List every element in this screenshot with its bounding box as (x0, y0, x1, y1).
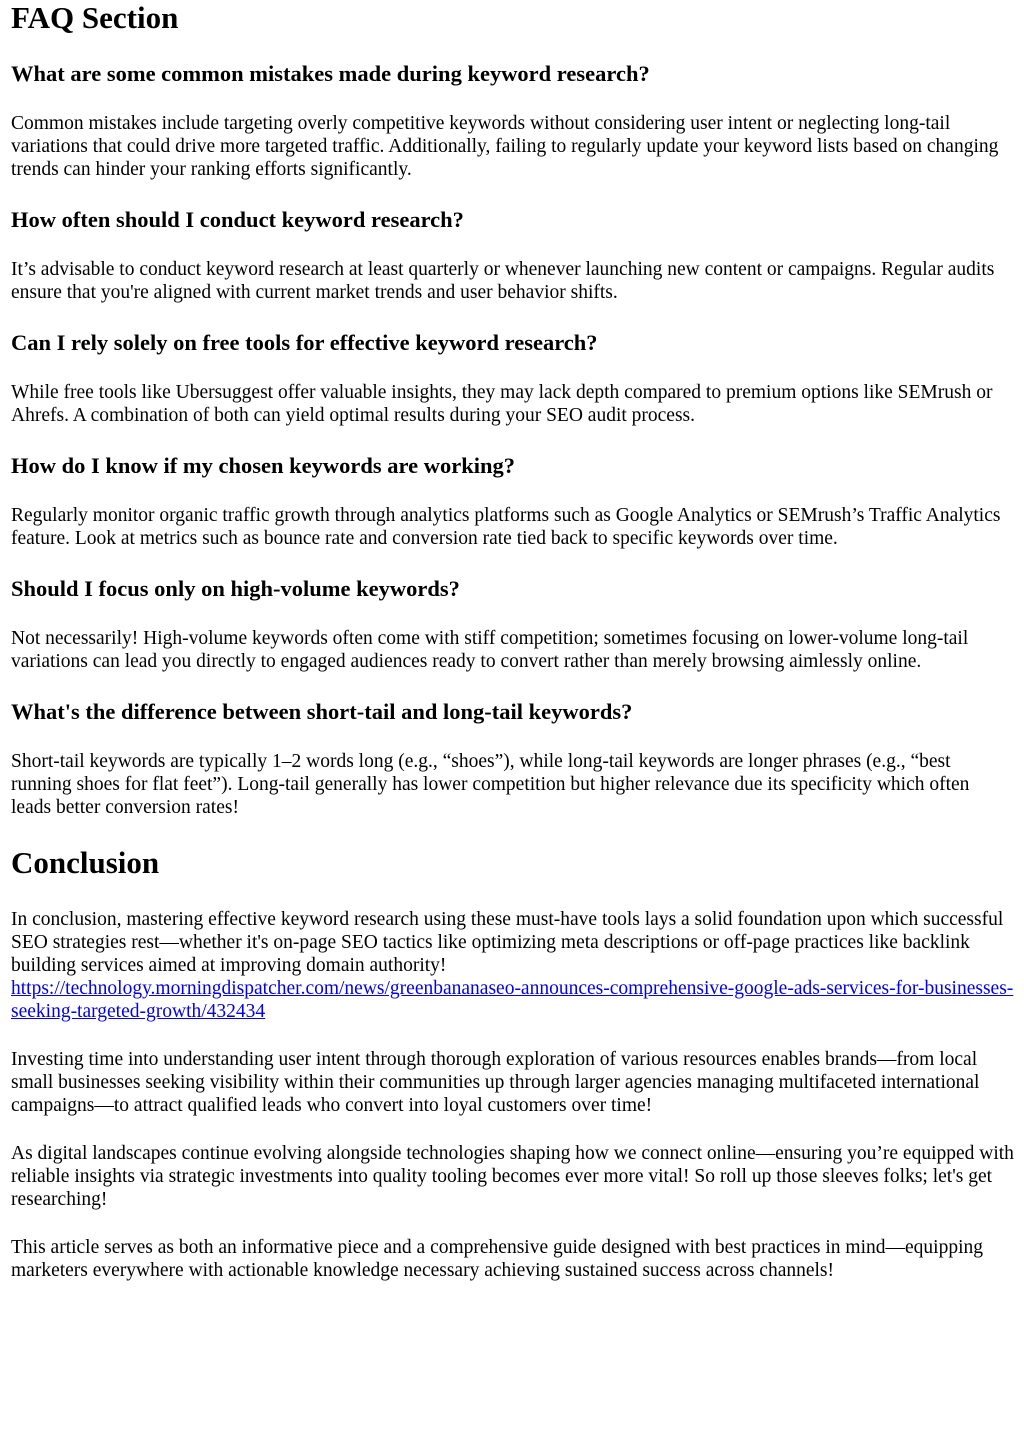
faq-question: Can I rely solely on free tools for effective keyword research? (11, 330, 598, 355)
faq-answer: While free tools like Ubersuggest offer valuable insights, they may lack depth compared to premium options like SEMrush or Ahrefs. A combination of both can yield optimal results during your SEO audit process. (11, 382, 993, 426)
faq-answer: Common mistakes include targeting overly competitive keywords without considering user intent or neglecting long-tail variations that could drive more targeted traffic. Additionally, failing to regularly update your keyword lists based on changing trends can hinder your ranking efforts significantly. (11, 113, 999, 180)
conclusion-paragraph-4: This article serves as both an informative piece and a comprehensive guide designed with best practices in mind—equipping marketers everywhere with actionable knowledge necessary achieving sustained success across channels! (11, 1237, 984, 1281)
conclusion-paragraph-2: Investing time into understanding user intent through thorough exploration of various resources enables brands—from local small businesses seeking visibility within their communities up through larger agencies managing multifaceted international campaigns—to attract qualified leads who convert into loyal customers over time! (11, 1049, 980, 1116)
faq-item (11, 576, 1014, 673)
faq-item (11, 207, 1014, 304)
faq-question: How often should I conduct keyword research? (11, 207, 464, 232)
faq-question: How do I know if my chosen keywords are working? (11, 453, 515, 478)
faq-answer: Not necessarily! High-volume keywords often come with stiff competition; sometimes focusing on lower-volume long-tail variations can lead you directly to engaged audiences ready to convert rather than merely browsing aimlessly online. (11, 628, 969, 672)
faq-question: What's the difference between short-tail and long-tail keywords? (11, 699, 633, 724)
faq-section-heading: FAQ Section (11, 0, 179, 35)
faq-answer: It’s advisable to conduct keyword research at least quarterly or whenever launching new content or campaigns. Regular audits ensure that you're aligned with current market trends and user behavior shifts. (11, 259, 995, 303)
faq-item (11, 330, 1014, 427)
faq-item (11, 453, 1014, 550)
faq-item (11, 61, 1014, 181)
conclusion-paragraph-1 (11, 908, 1014, 1023)
faq-question: What are some common mistakes made during keyword research? (11, 61, 650, 86)
conclusion-heading: Conclusion (11, 845, 160, 880)
faq-answer: Short-tail keywords are typically 1–2 words long (e.g., “shoes”), while long-tail keywords are longer phrases (e.g., “best running shoes for flat feet”). Long-tail generally has lower competition but higher relevance due its specificity which often leads better conversion rates! (11, 751, 970, 818)
article-link[interactable]: https://technology.morningdispatcher.com/news/greenbananaseo-announces-comprehensive-google-ads-services-for-businesses-seeking-targeted-growth/432434 (11, 978, 1014, 1022)
conclusion-paragraph-3: As digital landscapes continue evolving alongside technologies shaping how we connect online—ensuring you’re equipped with reliable insights via strategic investments into quality tooling becomes ever more vital! So roll up those sleeves folks; let's get researching! (11, 1143, 1014, 1210)
faq-question: Should I focus only on high-volume keywords? (11, 576, 460, 601)
faq-answer: Regularly monitor organic traffic growth through analytics platforms such as Google Analytics or SEMrush’s Traffic Analytics feature. Look at metrics such as bounce rate and conversion rate tied back to specific keywords over time. (11, 505, 1001, 549)
faq-item (11, 699, 1014, 819)
conclusion-paragraph-1-text: In conclusion, mastering effective keyword research using these must-have tools lays a solid foundation upon which successful SEO strategies rest—whether it's on-page SEO tactics like optimizing meta descriptions or off-page practices like backlink building services aimed at improving domain authority! (11, 909, 1004, 976)
